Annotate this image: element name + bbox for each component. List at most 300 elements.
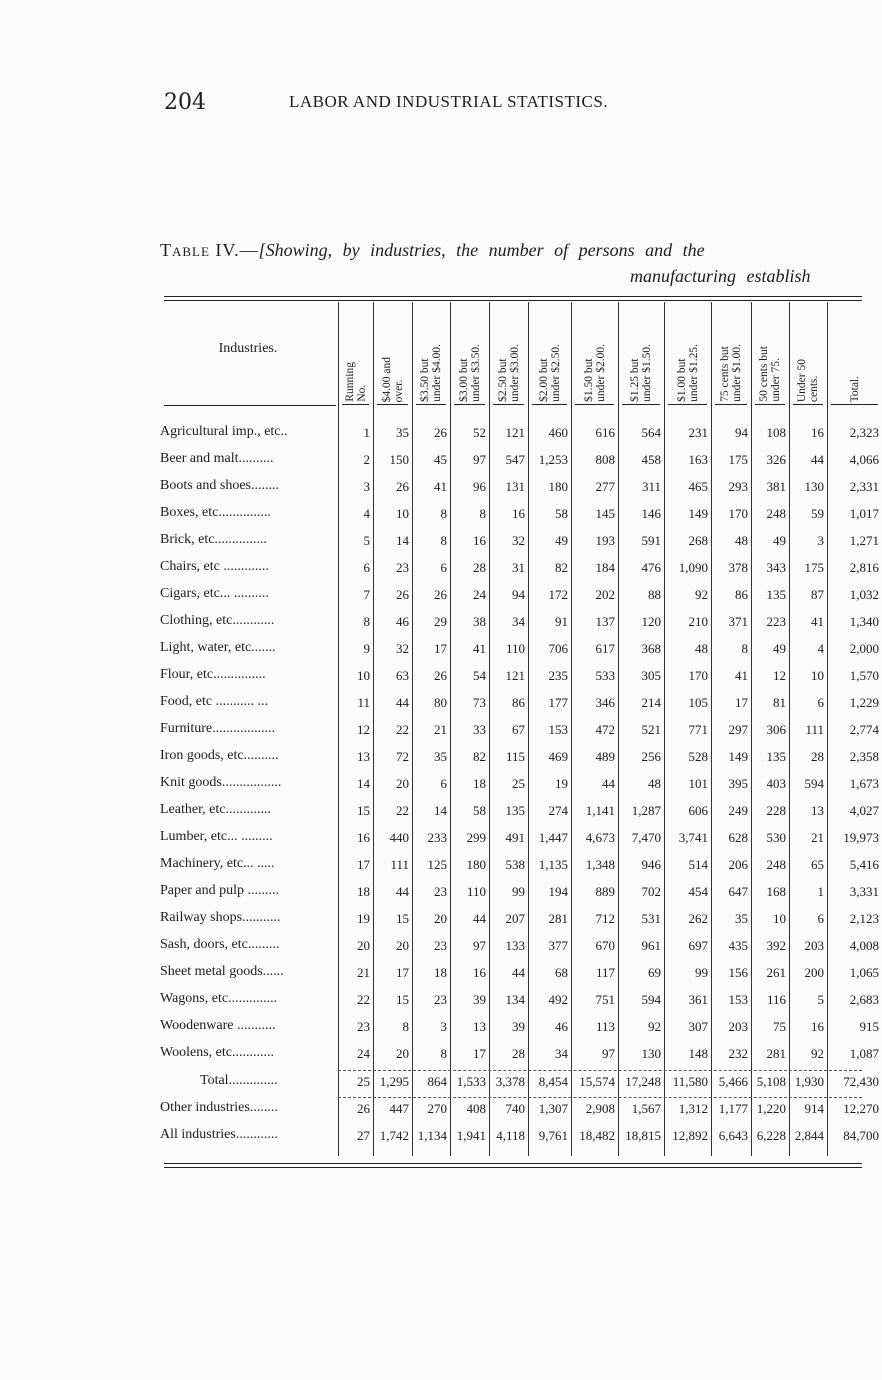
wage-count-cell: 706 xyxy=(548,641,568,656)
industry-name: Clothing, etc............ xyxy=(160,613,275,628)
wage-count-cell: 771 xyxy=(688,722,708,737)
industry-name: Agricultural imp., etc.. xyxy=(160,424,288,439)
wage-count-cell: 58 xyxy=(555,506,568,521)
row-total: 2,331 xyxy=(849,479,879,494)
caption-line-2: manufacturing establish xyxy=(630,266,811,286)
column-header xyxy=(412,302,450,402)
wage-count-cell: 28 xyxy=(512,1046,525,1061)
wage-count-cell: 101 xyxy=(688,776,708,791)
wage-count-cell: 305 xyxy=(641,668,661,683)
wage-count-cell: 68 xyxy=(555,965,568,980)
wage-count-cell: 23 xyxy=(434,992,447,1007)
wage-count-cell: 17,248 xyxy=(625,1074,661,1089)
table-row xyxy=(0,451,879,478)
wage-count-cell: 3,378 xyxy=(495,1074,525,1089)
wage-count-cell: 46 xyxy=(555,1019,568,1034)
wage-count-cell: 23 xyxy=(434,938,447,953)
wage-count-cell: 49 xyxy=(773,533,786,548)
wage-count-cell: 712 xyxy=(595,911,615,926)
wage-count-cell: 63 xyxy=(396,668,409,683)
wage-count-cell: 35 xyxy=(735,911,748,926)
wage-count-cell: 256 xyxy=(641,749,661,764)
wage-count-cell: 403 xyxy=(766,776,786,791)
wage-count-cell: 203 xyxy=(804,938,824,953)
wage-count-cell: 110 xyxy=(466,884,486,899)
wage-count-cell: 34 xyxy=(555,1046,568,1061)
wage-count-cell: 740 xyxy=(505,1101,525,1116)
table-row xyxy=(0,1045,879,1072)
table-row xyxy=(0,532,879,559)
industry-name: Leather, etc............. xyxy=(160,802,272,817)
wage-count-cell: 170 xyxy=(728,506,748,521)
wage-count-cell: 1,177 xyxy=(718,1101,748,1116)
wage-count-cell: 82 xyxy=(473,749,486,764)
wage-count-cell: 6,228 xyxy=(756,1128,786,1143)
table-row xyxy=(0,856,879,883)
wage-count-cell: 210 xyxy=(688,614,708,629)
wage-count-cell: 18,482 xyxy=(579,1128,615,1143)
running-number: 15 xyxy=(357,803,370,818)
running-number: 27 xyxy=(357,1128,370,1143)
industry-name: Furniture.................. xyxy=(160,721,276,736)
table-row xyxy=(0,1018,879,1045)
wage-count-cell: 39 xyxy=(512,1019,525,1034)
running-head: LABOR AND INDUSTRIAL STATISTICS. xyxy=(289,92,609,111)
row-total: 4,066 xyxy=(849,452,879,467)
industry-name: Cigars, etc... .......... xyxy=(160,586,269,601)
column-header xyxy=(489,302,528,402)
industry-name: Woodenware ........... xyxy=(160,1018,276,1033)
wage-count-cell: 20 xyxy=(396,776,409,791)
column-header xyxy=(528,302,571,402)
column-header-underline xyxy=(831,404,878,405)
wage-count-cell: 130 xyxy=(641,1046,661,1061)
wage-count-cell: 108 xyxy=(766,425,786,440)
wage-count-cell: 5,466 xyxy=(718,1074,748,1089)
wage-count-cell: 249 xyxy=(728,803,748,818)
wage-count-cell: 531 xyxy=(641,911,661,926)
wage-count-cell: 97 xyxy=(473,452,486,467)
wage-count-cell: 914 xyxy=(804,1101,824,1116)
column-header-underline xyxy=(793,404,823,405)
wage-count-cell: 889 xyxy=(595,884,615,899)
wage-count-cell: 361 xyxy=(688,992,708,1007)
column-header-label: 50 cents but under 75. xyxy=(758,346,782,402)
wage-count-cell: 538 xyxy=(505,857,525,872)
wage-count-cell: 134 xyxy=(505,992,525,1007)
row-total: 84,700 xyxy=(843,1128,879,1143)
column-header-underline xyxy=(668,404,707,405)
wage-count-cell: 92 xyxy=(648,1019,661,1034)
wage-count-cell: 41 xyxy=(735,668,748,683)
wage-count-cell: 48 xyxy=(695,641,708,656)
table-row xyxy=(0,586,879,613)
wage-count-cell: 454 xyxy=(688,884,708,899)
industry-name: Knit goods................. xyxy=(160,775,282,790)
column-header xyxy=(571,302,618,402)
wage-count-cell: 45 xyxy=(434,452,447,467)
wage-count-cell: 116 xyxy=(766,992,786,1007)
column-header-label: $4.00 and over. xyxy=(380,356,405,402)
column-header-underline xyxy=(493,404,524,405)
wage-count-cell: 274 xyxy=(548,803,568,818)
wage-count-cell: 460 xyxy=(548,425,568,440)
wage-count-cell: 564 xyxy=(641,425,661,440)
wage-count-cell: 82 xyxy=(555,560,568,575)
wage-count-cell: 368 xyxy=(641,641,661,656)
wage-count-cell: 6,643 xyxy=(718,1128,748,1143)
wage-count-cell: 91 xyxy=(555,614,568,629)
wage-count-cell: 232 xyxy=(728,1046,748,1061)
row-total: 915 xyxy=(859,1019,879,1034)
wage-count-cell: 180 xyxy=(466,857,486,872)
wage-count-cell: 115 xyxy=(505,749,525,764)
wage-count-cell: 281 xyxy=(548,911,568,926)
top-rule-inner xyxy=(164,300,862,301)
wage-count-cell: 547 xyxy=(505,452,525,467)
wage-count-cell: 80 xyxy=(434,695,447,710)
row-total: 2,358 xyxy=(849,749,879,764)
wage-count-cell: 248 xyxy=(766,506,786,521)
wage-count-cell: 175 xyxy=(728,452,748,467)
wage-count-cell: 1,930 xyxy=(794,1074,824,1089)
wage-count-cell: 10 xyxy=(396,506,409,521)
total-row xyxy=(0,1073,879,1100)
wage-count-cell: 92 xyxy=(695,587,708,602)
wage-count-cell: 153 xyxy=(728,992,748,1007)
running-number: 12 xyxy=(357,722,370,737)
wage-count-cell: 8 xyxy=(440,533,447,548)
column-header-label: $1.00 but under $1.25. xyxy=(675,344,700,402)
running-number: 7 xyxy=(363,587,370,602)
wage-count-cell: 702 xyxy=(641,884,661,899)
industry-name: Chairs, etc ............. xyxy=(160,559,269,574)
wage-count-cell: 92 xyxy=(811,1046,824,1061)
wage-count-cell: 18,815 xyxy=(625,1128,661,1143)
wage-count-cell: 235 xyxy=(548,668,568,683)
table-row xyxy=(0,559,879,586)
wage-count-cell: 59 xyxy=(811,506,824,521)
running-number: 22 xyxy=(357,992,370,1007)
wage-count-cell: 21 xyxy=(811,830,824,845)
wage-count-cell: 299 xyxy=(466,830,486,845)
wage-count-cell: 180 xyxy=(548,479,568,494)
wage-count-cell: 1,348 xyxy=(585,857,615,872)
wage-count-cell: 17 xyxy=(396,965,409,980)
column-header-label: $1.25 but under $1.50. xyxy=(629,344,653,402)
wage-count-cell: 22 xyxy=(396,722,409,737)
wage-count-cell: 472 xyxy=(595,722,615,737)
running-number: 19 xyxy=(357,911,370,926)
wage-count-cell: 12 xyxy=(773,668,786,683)
wage-count-cell: 49 xyxy=(773,641,786,656)
wage-count-cell: 11,580 xyxy=(672,1074,708,1089)
column-header xyxy=(664,302,711,402)
row-total: 19,973 xyxy=(843,830,879,845)
wage-count-cell: 6 xyxy=(817,911,824,926)
wage-count-cell: 44 xyxy=(811,452,824,467)
wage-count-cell: 156 xyxy=(728,965,748,980)
wage-count-cell: 20 xyxy=(396,1046,409,1061)
running-number: 13 xyxy=(357,749,370,764)
wage-count-cell: 120 xyxy=(641,614,661,629)
table-row xyxy=(0,694,879,721)
wage-count-cell: 6 xyxy=(440,560,447,575)
wage-count-cell: 4 xyxy=(817,641,824,656)
wage-count-cell: 149 xyxy=(728,749,748,764)
running-number: 11 xyxy=(357,695,370,710)
all-industries-row xyxy=(0,1127,879,1154)
wage-count-cell: 628 xyxy=(728,830,748,845)
wage-count-cell: 326 xyxy=(766,452,786,467)
wage-count-cell: 175 xyxy=(804,560,824,575)
wage-count-cell: 1,220 xyxy=(756,1101,786,1116)
row-total: 1,673 xyxy=(849,776,879,791)
row-total: 1,032 xyxy=(849,587,879,602)
column-header-underline xyxy=(575,404,614,405)
wage-count-cell: 1,312 xyxy=(678,1101,708,1116)
column-header-label: Total. xyxy=(848,375,861,402)
wage-count-cell: 1,567 xyxy=(631,1101,661,1116)
wage-count-cell: 110 xyxy=(505,641,525,656)
wage-count-cell: 131 xyxy=(505,479,525,494)
running-number: 8 xyxy=(363,614,370,629)
wage-count-cell: 591 xyxy=(641,533,661,548)
wage-count-cell: 961 xyxy=(641,938,661,953)
wage-count-cell: 146 xyxy=(641,506,661,521)
column-header-label: $3.00 but under $3.50. xyxy=(457,344,482,402)
wage-count-cell: 594 xyxy=(641,992,661,1007)
wage-count-cell: 149 xyxy=(688,506,708,521)
wage-count-cell: 311 xyxy=(641,479,661,494)
wage-count-cell: 19 xyxy=(555,776,568,791)
wage-count-cell: 306 xyxy=(766,722,786,737)
wage-count-cell: 262 xyxy=(688,911,708,926)
wage-count-cell: 111 xyxy=(390,857,409,872)
wage-count-cell: 528 xyxy=(688,749,708,764)
row-total: 3,331 xyxy=(849,884,879,899)
wage-count-cell: 458 xyxy=(641,452,661,467)
industry-name: Paper and pulp ......... xyxy=(160,883,279,898)
wage-count-cell: 16 xyxy=(473,965,486,980)
caption-line-1: [Showing, by industries, the number of persons and the xyxy=(258,240,705,260)
wage-count-cell: 26 xyxy=(434,425,447,440)
wage-count-cell: 16 xyxy=(512,506,525,521)
wage-count-cell: 17 xyxy=(434,641,447,656)
wage-count-cell: 20 xyxy=(434,911,447,926)
running-number: 10 xyxy=(357,668,370,683)
header-underline xyxy=(164,405,336,406)
wage-count-cell: 12,892 xyxy=(672,1128,708,1143)
wage-count-cell: 6 xyxy=(440,776,447,791)
wage-count-cell: 491 xyxy=(505,830,525,845)
column-header-label: $1.50 but under $2.00. xyxy=(582,344,607,402)
wage-count-cell: 1,141 xyxy=(585,803,615,818)
wage-count-cell: 26 xyxy=(434,668,447,683)
wage-count-cell: 489 xyxy=(595,749,615,764)
wage-count-cell: 297 xyxy=(728,722,748,737)
row-total: 2,323 xyxy=(849,425,879,440)
wage-count-cell: 15 xyxy=(396,911,409,926)
wage-count-cell: 135 xyxy=(505,803,525,818)
wage-count-cell: 594 xyxy=(804,776,824,791)
column-header xyxy=(789,302,827,402)
wage-count-cell: 125 xyxy=(427,857,447,872)
wage-count-cell: 1 xyxy=(817,884,824,899)
wage-count-cell: 49 xyxy=(555,533,568,548)
wage-count-cell: 39 xyxy=(473,992,486,1007)
row-total: 1,340 xyxy=(849,614,879,629)
table-row xyxy=(0,964,879,991)
wage-count-cell: 26 xyxy=(396,479,409,494)
industry-name: Railway shops........... xyxy=(160,910,281,925)
wage-count-cell: 1,135 xyxy=(538,857,568,872)
wage-count-cell: 94 xyxy=(735,425,748,440)
wage-count-cell: 377 xyxy=(548,938,568,953)
table-row xyxy=(0,505,879,532)
table-row xyxy=(0,883,879,910)
wage-count-cell: 54 xyxy=(473,668,486,683)
wage-count-cell: 1,447 xyxy=(538,830,568,845)
wage-count-cell: 647 xyxy=(728,884,748,899)
column-header-underline xyxy=(532,404,567,405)
wage-count-cell: 440 xyxy=(389,830,409,845)
column-header-label: $2.50 but under $3.00. xyxy=(496,344,521,402)
wage-count-cell: 86 xyxy=(512,695,525,710)
wage-count-cell: 67 xyxy=(512,722,525,737)
wage-count-cell: 21 xyxy=(434,722,447,737)
wage-count-cell: 75 xyxy=(773,1019,786,1034)
running-number: 23 xyxy=(357,1019,370,1034)
table-row xyxy=(0,802,879,829)
wage-count-cell: 10 xyxy=(773,911,786,926)
wage-count-cell: 25 xyxy=(512,776,525,791)
column-header-label: 75 cents but under $1.00. xyxy=(719,344,743,402)
column-header-label: $3.50 but under $4.00. xyxy=(419,344,443,402)
wage-count-cell: 206 xyxy=(728,857,748,872)
wage-count-cell: 194 xyxy=(548,884,568,899)
wage-count-cell: 88 xyxy=(648,587,661,602)
wage-count-cell: 130 xyxy=(804,479,824,494)
running-number: 3 xyxy=(363,479,370,494)
wage-count-cell: 28 xyxy=(811,749,824,764)
wage-count-cell: 99 xyxy=(512,884,525,899)
wage-count-cell: 616 xyxy=(595,425,615,440)
wage-count-cell: 20 xyxy=(396,938,409,953)
column-header xyxy=(618,302,664,402)
wage-count-cell: 395 xyxy=(728,776,748,791)
running-number: 20 xyxy=(357,938,370,953)
wage-count-cell: 3,741 xyxy=(678,830,708,845)
wage-count-cell: 153 xyxy=(548,722,568,737)
industry-name: Machinery, etc... ..... xyxy=(160,856,275,871)
wage-count-cell: 97 xyxy=(602,1046,615,1061)
wage-count-cell: 72 xyxy=(396,749,409,764)
row-total: 1,229 xyxy=(849,695,879,710)
running-number: 6 xyxy=(363,560,370,575)
row-total: 4,008 xyxy=(849,938,879,953)
table-row xyxy=(0,640,879,667)
wage-count-cell: 18 xyxy=(434,965,447,980)
wage-count-cell: 1,295 xyxy=(379,1074,409,1089)
wage-count-cell: 16 xyxy=(473,533,486,548)
running-number: 9 xyxy=(363,641,370,656)
wage-count-cell: 163 xyxy=(688,452,708,467)
wage-count-cell: 3 xyxy=(440,1019,447,1034)
wage-count-cell: 15 xyxy=(396,992,409,1007)
industry-name: Brick, etc............... xyxy=(160,532,267,547)
wage-count-cell: 26 xyxy=(396,587,409,602)
wage-count-cell: 203 xyxy=(728,1019,748,1034)
wage-count-cell: 492 xyxy=(548,992,568,1007)
table-row xyxy=(0,991,879,1018)
wage-count-cell: 32 xyxy=(396,641,409,656)
wage-count-cell: 41 xyxy=(473,641,486,656)
wage-count-cell: 28 xyxy=(473,560,486,575)
wage-count-cell: 207 xyxy=(505,911,525,926)
row-total: 1,087 xyxy=(849,1046,879,1061)
wage-count-cell: 16 xyxy=(811,425,824,440)
column-header-label: Under 50 cents. xyxy=(796,358,820,402)
row-total: 1,017 xyxy=(849,506,879,521)
wage-count-cell: 248 xyxy=(766,857,786,872)
wage-count-cell: 1,253 xyxy=(538,452,568,467)
wage-count-cell: 135 xyxy=(766,587,786,602)
running-number: 17 xyxy=(357,857,370,872)
industries-header: Industries. xyxy=(218,341,278,356)
wage-count-cell: 435 xyxy=(728,938,748,953)
wage-count-cell: 5,108 xyxy=(756,1074,786,1089)
wage-count-cell: 31 xyxy=(512,560,525,575)
running-number: 18 xyxy=(357,884,370,899)
subtotal-rule xyxy=(338,1070,862,1071)
table-row xyxy=(0,775,879,802)
wage-count-cell: 44 xyxy=(512,965,525,980)
wage-count-cell: 1,742 xyxy=(379,1128,409,1143)
table-row xyxy=(0,424,879,451)
row-total: 1,271 xyxy=(849,533,879,548)
wage-count-cell: 946 xyxy=(641,857,661,872)
top-rule xyxy=(164,296,862,297)
running-number: 14 xyxy=(357,776,370,791)
column-header-underline xyxy=(416,404,446,405)
wage-count-cell: 18 xyxy=(473,776,486,791)
wage-count-cell: 465 xyxy=(688,479,708,494)
wage-count-cell: 8 xyxy=(479,506,486,521)
wage-count-cell: 223 xyxy=(766,614,786,629)
industry-name: Iron goods, etc.......... xyxy=(160,748,279,763)
wage-count-cell: 13 xyxy=(473,1019,486,1034)
industry-name: Woolens, etc............ xyxy=(160,1045,274,1060)
column-header xyxy=(827,302,882,402)
column-header-underline xyxy=(342,404,369,405)
wage-count-cell: 44 xyxy=(396,884,409,899)
industry-name: Light, water, etc....... xyxy=(160,640,276,655)
wage-count-cell: 381 xyxy=(766,479,786,494)
wage-count-cell: 17 xyxy=(735,695,748,710)
wage-count-cell: 864 xyxy=(427,1074,447,1089)
wage-count-cell: 16 xyxy=(811,1019,824,1034)
wage-count-cell: 231 xyxy=(688,425,708,440)
column-header-label: $2.00 but under $2.50. xyxy=(537,344,562,402)
wage-count-cell: 606 xyxy=(688,803,708,818)
wage-count-cell: 1,134 xyxy=(417,1128,447,1143)
page-number: 204 xyxy=(164,90,206,115)
wage-count-cell: 261 xyxy=(766,965,786,980)
table-row xyxy=(0,1100,879,1127)
wage-count-cell: 48 xyxy=(735,533,748,548)
wage-count-cell: 172 xyxy=(548,587,568,602)
